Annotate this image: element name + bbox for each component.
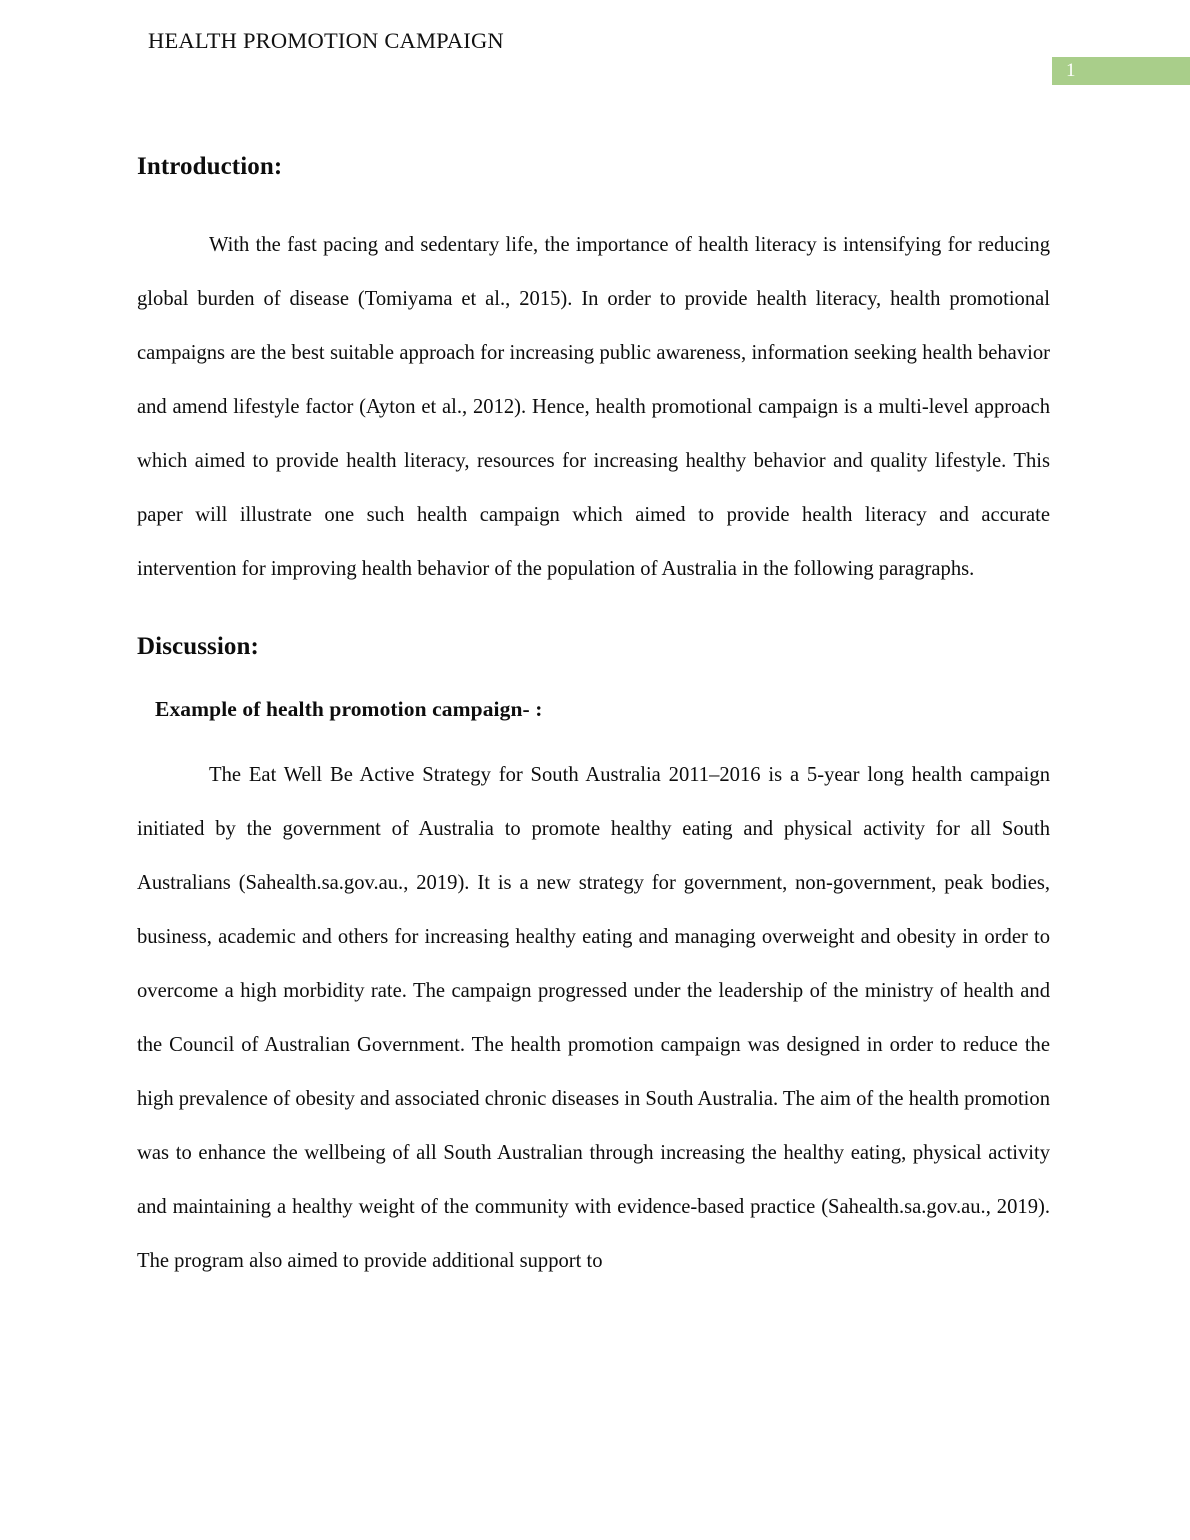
introduction-heading: Introduction: [137,153,283,180]
page-number-badge [1052,57,1190,85]
spacer [137,596,1050,630]
spacer [137,184,1050,218]
introduction-paragraph: With the fast pacing and sedentary life, the importance of health literacy is intensifying for reducing global burden of disease (Tomiyama et al., 2015). In order to provide health literacy, health promotional campaigns are the best suitable approach for increasing public awareness, information seeking health behavior and amend lifestyle factor (Ayton et al., 2012). Hence, health promotional campaign is a multi-level approach which aimed to provide health literacy, resources for increasing healthy behavior and quality lifestyle. This paper will illustrate one such health campaign which aimed to provide health literacy and accurate intervention for improving health behavior of the population of Australia in the following paragraphs. [137,234,1050,580]
spacer [137,664,1050,694]
discussion-subheading: Example of health promotion campaign- : [155,697,543,721]
spacer [137,724,1050,748]
running-header: HEALTH PROMOTION CAMPAIGN [148,28,504,53]
discussion-heading: Discussion: [137,633,259,660]
document-body [137,150,1050,1288]
page-number-text: 1 [1066,60,1076,81]
discussion-paragraph: The Eat Well Be Active Strategy for South Australia 2011–2016 is a 5-year long health campaign initiated by the government of Australia to promote healthy eating and physical activity for all South Australians (Sahealth.sa.gov.au., 2019). It is a new strategy for government, non-government, peak bodies, business, academic and others for increasing healthy eating and managing overweight and obesity in order to overcome a high morbidity rate. The campaign progressed under the leadership of the ministry of health and the Council of Australian Government. The health promotion campaign was designed in order to reduce the high prevalence of obesity and associated chronic diseases in South Australia. The aim of the health promotion was to enhance the wellbeing of all South Australian through increasing the healthy eating, physical activity and maintaining a healthy weight of the community with evidence-based practice (Sahealth.sa.gov.au., 2019). The program also aimed to provide additional support to [137,764,1050,1272]
